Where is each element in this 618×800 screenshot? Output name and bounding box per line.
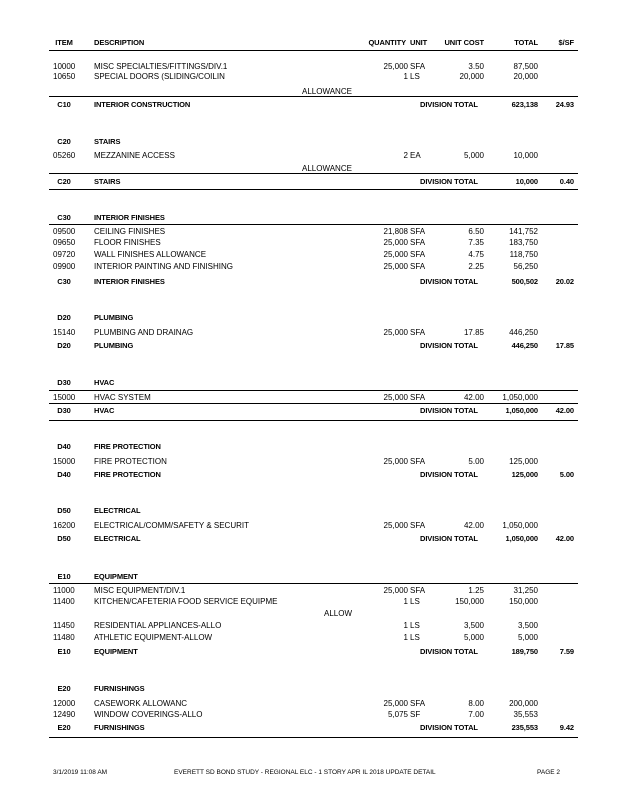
line-item-cost: 17.85 <box>463 328 484 337</box>
section-end-rule <box>49 420 578 421</box>
division-code: C30 <box>57 277 71 286</box>
line-item-desc: ATHLETIC EQUIPMENT-ALLOW <box>94 633 213 642</box>
line-item-desc: CEILING FINISHES <box>94 227 166 236</box>
line-item-desc: RESIDENTIAL APPLIANCES-ALLO <box>94 621 222 630</box>
line-item-desc: FIRE PROTECTION <box>94 457 167 466</box>
section-code: D30 <box>57 378 71 387</box>
line-item-code: 09500 <box>53 227 76 236</box>
section-code: E20 <box>57 684 71 693</box>
section-end-rule <box>49 737 578 738</box>
division-rule <box>49 173 578 174</box>
division-per-sf: 42.00 <box>555 406 574 415</box>
division-total-label: DIVISION TOTAL <box>420 723 478 732</box>
section-rule <box>49 390 578 391</box>
line-item-code: 10000 <box>53 62 76 71</box>
line-item-cost: 150,000 <box>455 597 484 606</box>
division-total-label: DIVISION TOTAL <box>420 406 478 415</box>
line-item-unit: SFA <box>410 250 426 259</box>
footer-date: 3/1/2019 11:08 AM <box>53 769 108 776</box>
line-item-qty: 21,808 <box>383 227 408 236</box>
line-item-code: 05260 <box>53 151 76 160</box>
section-title: EQUIPMENT <box>94 572 138 581</box>
division-per-sf: 42.00 <box>555 534 574 543</box>
division-title: HVAC <box>94 406 115 415</box>
line-item-unit: LS <box>410 597 420 606</box>
allowance-note: ALLOWANCE <box>302 164 352 173</box>
division-per-sf: 0.40 <box>559 177 574 186</box>
line-item-desc: INTERIOR PAINTING AND FINISHING <box>94 262 233 271</box>
section-code: E10 <box>57 572 71 581</box>
line-item-cost: 42.00 <box>463 521 484 530</box>
division-code: C20 <box>57 177 71 186</box>
line-item-desc: KITCHEN/CAFETERIA FOOD SERVICE EQUIPME <box>94 597 278 606</box>
division-code: C10 <box>57 100 71 109</box>
section-rule <box>49 224 578 225</box>
division-title: INTERIOR FINISHES <box>94 277 165 286</box>
division-code: D40 <box>57 470 71 479</box>
line-rule <box>49 403 578 404</box>
line-item-cost: 42.00 <box>463 393 484 402</box>
line-item-qty: 1 <box>403 597 408 606</box>
line-item-total: 35,553 <box>513 710 538 719</box>
header-quantity: QUANTITY <box>368 38 406 47</box>
line-item-unit: SFA <box>410 62 426 71</box>
line-item-qty: 25,000 <box>383 262 408 271</box>
line-item-desc: WALL FINISHES ALLOWANCE <box>94 250 207 259</box>
section-title: STAIRS <box>94 137 121 146</box>
line-item-qty: 25,000 <box>383 699 408 708</box>
footer-page: PAGE 2 <box>537 769 561 776</box>
line-item-desc: HVAC SYSTEM <box>94 393 151 402</box>
division-per-sf: 9.42 <box>559 723 574 732</box>
section-title: FURNISHINGS <box>94 684 145 693</box>
line-item-unit: SFA <box>410 238 426 247</box>
line-item-qty: 25,000 <box>383 457 408 466</box>
section-code: D40 <box>57 442 71 451</box>
header-description: DESCRIPTION <box>94 38 145 47</box>
line-item-total: 141,752 <box>509 227 538 236</box>
line-item-cost: 5.00 <box>468 457 484 466</box>
line-item-unit: SFA <box>410 227 426 236</box>
line-item-code: 15140 <box>53 328 76 337</box>
line-item-code: 09720 <box>53 250 76 259</box>
line-item-desc: SPECIAL DOORS (SLIDING/COILIN <box>94 72 225 81</box>
line-item-total: 31,250 <box>513 586 538 595</box>
line-item-total: 183,750 <box>509 238 538 247</box>
line-item-code: 11400 <box>53 597 75 606</box>
division-per-sf: 5.00 <box>559 470 574 479</box>
division-total: 125,000 <box>511 470 538 479</box>
header-total: TOTAL <box>514 38 538 47</box>
section-code: C30 <box>57 213 71 222</box>
line-item-unit: EA <box>410 151 421 160</box>
section-code: D20 <box>57 313 71 322</box>
line-item-cost: 2.25 <box>468 262 484 271</box>
line-item-total: 1,050,000 <box>502 521 538 530</box>
line-item-total: 3,500 <box>517 621 538 630</box>
division-total-label: DIVISION TOTAL <box>420 277 478 286</box>
footer-title: EVERETT SD BOND STUDY - REGIONAL ELC - 1 STORY APR IL 2018 UPDATE DETAIL <box>174 769 436 776</box>
line-item-qty: 25,000 <box>383 586 408 595</box>
line-item-cost: 1.25 <box>468 586 484 595</box>
division-title: FIRE PROTECTION <box>94 470 161 479</box>
division-total: 10,000 <box>515 177 538 186</box>
line-item-unit: SFA <box>410 393 426 402</box>
line-item-code: 15000 <box>53 457 76 466</box>
line-item-qty: 25,000 <box>383 62 408 71</box>
division-per-sf: 7.59 <box>559 647 574 656</box>
line-item-qty: 25,000 <box>383 328 408 337</box>
header-unit: UNIT <box>410 38 428 47</box>
division-title: PLUMBING <box>94 341 134 350</box>
line-item-unit: LS <box>410 633 420 642</box>
division-total: 623,138 <box>511 100 538 109</box>
division-title: EQUIPMENT <box>94 647 138 656</box>
division-code: D30 <box>57 406 71 415</box>
line-item-cost: 3,500 <box>463 621 484 630</box>
line-item-desc: FLOOR FINISHES <box>94 238 161 247</box>
division-title: ELECTRICAL <box>94 534 141 543</box>
division-title: STAIRS <box>94 177 121 186</box>
division-total: 189,750 <box>511 647 538 656</box>
line-item-unit: SFA <box>410 521 426 530</box>
allowance-note: ALLOWANCE <box>302 87 352 96</box>
line-item-cost: 20,000 <box>459 72 484 81</box>
section-title: INTERIOR FINISHES <box>94 213 165 222</box>
line-item-code: 09900 <box>53 262 76 271</box>
division-code: D50 <box>57 534 71 543</box>
line-item-desc: CASEWORK ALLOWANC <box>94 699 188 708</box>
header-unit-cost: UNIT COST <box>444 38 484 47</box>
division-total-label: DIVISION TOTAL <box>420 177 478 186</box>
line-item-cost: 6.50 <box>468 227 484 236</box>
division-total-label: DIVISION TOTAL <box>420 470 478 479</box>
division-rule <box>49 96 578 97</box>
division-total: 500,502 <box>511 277 538 286</box>
line-item-qty: 1 <box>403 633 408 642</box>
section-code: C20 <box>57 137 71 146</box>
division-per-sf: 24.93 <box>555 100 574 109</box>
section-title: FIRE PROTECTION <box>94 442 161 451</box>
division-per-sf: 17.85 <box>555 341 574 350</box>
line-item-cost: 5,000 <box>463 151 484 160</box>
division-per-sf: 20.02 <box>555 277 574 286</box>
line-item-total: 5,000 <box>517 633 538 642</box>
line-item-total: 446,250 <box>509 328 538 337</box>
line-item-unit: LS <box>410 72 420 81</box>
line-item-code: 16200 <box>53 521 76 530</box>
line-item-qty: 25,000 <box>383 393 408 402</box>
header-rule <box>49 50 578 51</box>
line-item-total: 20,000 <box>513 72 538 81</box>
division-total-label: DIVISION TOTAL <box>420 100 478 109</box>
line-item-qty: 25,000 <box>383 250 408 259</box>
line-item-total: 10,000 <box>513 151 538 160</box>
line-item-cost: 5,000 <box>463 633 484 642</box>
line-item-unit: SFA <box>410 328 426 337</box>
line-item-total: 118,750 <box>509 250 538 259</box>
division-total-label: DIVISION TOTAL <box>420 341 478 350</box>
line-item-code: 11450 <box>53 621 75 630</box>
line-item-code: 12000 <box>53 699 76 708</box>
division-title: INTERIOR CONSTRUCTION <box>94 100 191 109</box>
division-total-label: DIVISION TOTAL <box>420 534 478 543</box>
header-per-sf: $/SF <box>558 38 574 47</box>
line-item-qty: 25,000 <box>383 238 408 247</box>
line-item-code: 11000 <box>53 586 75 595</box>
line-item-desc: MISC EQUIPMENT/DIV.1 <box>94 586 186 595</box>
division-total-label: DIVISION TOTAL <box>420 647 478 656</box>
line-item-cost: 7.35 <box>468 238 484 247</box>
line-item-code: 11480 <box>53 633 75 642</box>
line-item-code: 10650 <box>53 72 76 81</box>
line-item-desc: WINDOW COVERINGS-ALLO <box>94 710 203 719</box>
division-code: D20 <box>57 341 71 350</box>
line-item-code: 12490 <box>53 710 76 719</box>
section-rule <box>49 583 578 584</box>
line-item-unit: SFA <box>410 586 426 595</box>
line-item-total: 150,000 <box>509 597 538 606</box>
line-item-cost: 7.00 <box>468 710 484 719</box>
line-item-total: 56,250 <box>513 262 538 271</box>
line-item-unit: SFA <box>410 457 426 466</box>
division-total: 1,050,000 <box>505 534 538 543</box>
section-title: HVAC <box>94 378 115 387</box>
allowance-note: ALLOW <box>324 609 353 618</box>
line-item-total: 87,500 <box>513 62 538 71</box>
division-title: FURNISHINGS <box>94 723 145 732</box>
line-item-total: 200,000 <box>509 699 538 708</box>
division-total: 1,050,000 <box>505 406 538 415</box>
line-item-cost: 4.75 <box>468 250 484 259</box>
line-item-qty: 25,000 <box>383 521 408 530</box>
line-item-desc: PLUMBING AND DRAINAG <box>94 328 194 337</box>
line-item-qty: 1 <box>403 621 408 630</box>
line-item-unit: SFA <box>410 699 426 708</box>
line-item-code: 09650 <box>53 238 76 247</box>
line-item-cost: 8.00 <box>468 699 484 708</box>
line-item-unit: LS <box>410 621 420 630</box>
line-item-unit: SF <box>410 710 421 719</box>
division-total: 235,553 <box>511 723 538 732</box>
line-item-qty: 5,075 <box>387 710 408 719</box>
line-item-qty: 1 <box>403 72 408 81</box>
header-item: ITEM <box>55 38 73 47</box>
division-code: E10 <box>57 647 71 656</box>
line-item-desc: MISC SPECIALTIES/FITTINGS/DIV.1 <box>94 62 228 71</box>
line-item-desc: ELECTRICAL/COMM/SAFETY & SECURIT <box>94 521 249 530</box>
division-code: E20 <box>57 723 71 732</box>
section-title: PLUMBING <box>94 313 134 322</box>
section-code: D50 <box>57 506 71 515</box>
line-item-cost: 3.50 <box>468 62 484 71</box>
line-item-code: 15000 <box>53 393 76 402</box>
line-item-desc: MEZZANINE ACCESS <box>94 151 175 160</box>
section-title: ELECTRICAL <box>94 506 141 515</box>
line-item-total: 125,000 <box>509 457 538 466</box>
line-item-qty: 2 <box>403 151 408 160</box>
section-end-rule <box>49 189 578 190</box>
line-item-total: 1,050,000 <box>502 393 538 402</box>
line-item-unit: SFA <box>410 262 426 271</box>
division-total: 446,250 <box>511 341 538 350</box>
